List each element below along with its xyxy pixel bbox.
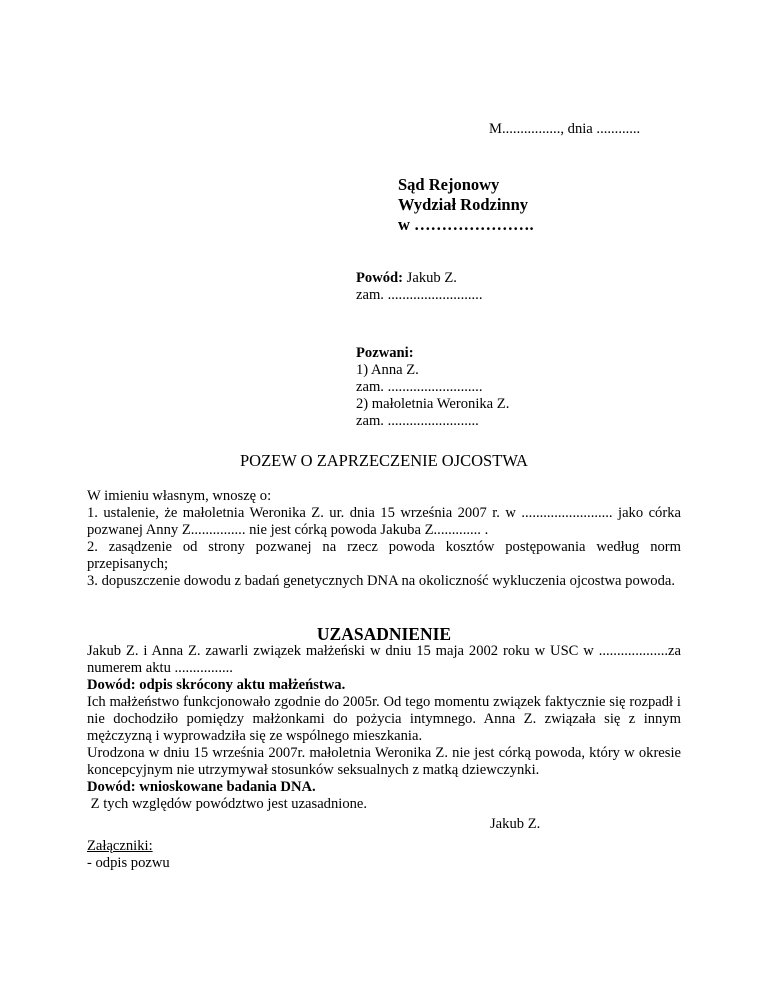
attachments-block — [87, 838, 170, 872]
defendant-1-name: 1) Anna Z. — [356, 362, 419, 378]
evidence-2: Dowód: wnioskowane badania DNA. — [87, 779, 316, 795]
plaintiff-name: Jakub Z. — [403, 270, 457, 286]
claim-item-2: 2. zasądzenie od strony pozwanej na rzecz powoda kosztów postępowania według norm przepisanych; — [87, 539, 681, 572]
claims-intro: W imieniu własnym, wnoszę o: — [87, 488, 272, 504]
defendant-2-name: 2) małoletnia Weronika Z. — [356, 396, 510, 412]
signature: Jakub Z. — [490, 816, 541, 832]
attachment-item-1: - odpis pozwu — [87, 855, 170, 871]
plaintiff-block — [356, 270, 482, 304]
justification-section — [87, 643, 681, 813]
defendants-block — [356, 345, 509, 430]
justification-conclusion: Z tych względów powództwo jest uzasadnione. — [87, 796, 368, 812]
defendants-label: Pozwani: — [356, 345, 414, 361]
attachments-label: Załączniki: — [87, 838, 153, 854]
document-title: POZEW O ZAPRZECZENIE OJCOSTWA — [240, 451, 528, 470]
justification-paragraph-3: Urodzona w dniu 15 września 2007r. małoletnia Weronika Z. nie jest córką powoda, który w okresie koncepcyjnym nie utrzymywał stosunków seksualnych z matką dziewczynki. — [87, 745, 681, 778]
court-address-block — [398, 175, 534, 235]
defendant-2-address: zam. ......................... — [356, 413, 479, 429]
claim-item-1: 1. ustalenie, że małoletnia Weronika Z. ur. dnia 15 września 2007 r. w ......................... jako córka pozwanej Anny Z............... nie jest córką powoda Jakuba Z............. . — [87, 505, 681, 538]
court-name: Sąd Rejonowy — [398, 175, 500, 194]
evidence-1: Dowód: odpis skrócony aktu małżeństwa. — [87, 677, 346, 693]
claims-section — [87, 488, 681, 590]
justification-paragraph-1: Jakub Z. i Anna Z. zawarli związek małżeński w dniu 15 maja 2002 roku w USC w ...................za numerem aktu ................ — [87, 643, 681, 676]
court-division: Wydział Rodzinny — [398, 195, 529, 214]
defendant-1-address: zam. .......................... — [356, 379, 483, 395]
court-city: w …………………. — [398, 215, 534, 234]
plaintiff-label: Powód: — [356, 270, 404, 286]
place-date-line: M................, dnia ............ — [489, 121, 641, 137]
plaintiff-address: zam. .......................... — [356, 287, 483, 303]
justification-heading: UZASADNIENIE — [316, 624, 452, 644]
justification-paragraph-2: Ich małżeństwo funkcjonowało zgodnie do 2005r. Od tego momentu związek faktycznie się rozpadł i nie dochodziło pomiędzy małżonkami do pożycia intymnego. Anna Z. związała się z innym mężczyzną i wyprowadziła się ze wspólnego mieszkania. — [87, 694, 681, 744]
claim-item-3: 3. dopuszczenie dowodu z badań genetycznych DNA na okoliczność wykluczenia ojcostwa powoda. — [87, 573, 676, 589]
